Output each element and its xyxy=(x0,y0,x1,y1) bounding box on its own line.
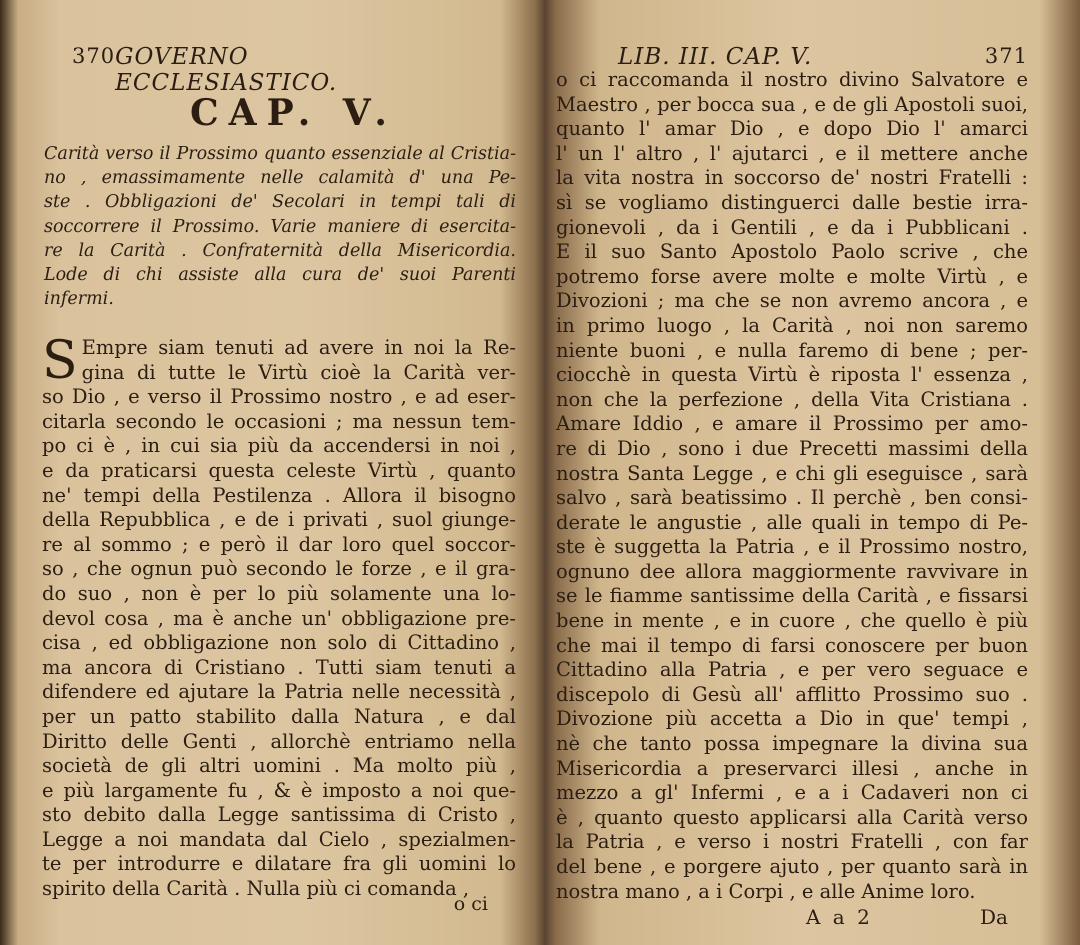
summary-line: no , emassimamente nelle calamità d' una Pe- xyxy=(44,168,516,189)
text-line: società de gli altri uomini . Ma molto più , xyxy=(42,754,516,778)
text-line: Diritto delle Genti , allorchè entriamo nella xyxy=(42,729,516,753)
text-line: Divozione più accetta a Dio in que' tempi , xyxy=(556,707,1028,731)
text-line: Misericordia a preservarci illesi , anche in xyxy=(556,756,1028,780)
text-line: bene in mente , e in cuore , che quello è più xyxy=(556,609,1028,633)
text-line: nostra mano , a i Corpi , e alle Anime loro. xyxy=(556,879,976,903)
chapter-title: CAP. V. xyxy=(190,92,397,134)
text-line: del bene , e porgere ajuto , per quanto sarà in xyxy=(556,855,1028,878)
text-line: re al sommo ; e però il dar loro quel soccor- xyxy=(42,532,516,556)
page-number: 370 xyxy=(72,44,116,68)
summary-line: ste . Obbligazioni de' Secolari in tempi tali di xyxy=(44,192,516,213)
text-line: do suo , non è per lo più solamente una lo- xyxy=(42,581,516,605)
text-line: è , quanto questo applicarsi alla Carità verso xyxy=(556,805,1028,829)
catchword: Da xyxy=(980,905,1008,929)
summary-line: Carità verso il Prossimo quanto essenziale al Cristia- xyxy=(44,144,516,164)
text-line: Empre siam tenuti ad avere in noi la Re- xyxy=(81,336,516,359)
signature-mark: A a 2 xyxy=(806,905,873,929)
text-line: sì se vogliamo distinguerci dalle bestie irra- xyxy=(556,190,1028,214)
text-line: quanto l' amar Dio , e dopo Dio l' amarci xyxy=(556,117,1028,141)
catchword: o ci xyxy=(453,893,488,915)
text-line: della Repubblica , e de i privati , suol giunge- xyxy=(42,508,516,532)
text-line: sto debito dalla Legge santissima di Cristo , xyxy=(42,803,516,827)
text-line: o ci raccomanda il nostro divino Salvatore e xyxy=(556,68,1028,91)
running-title: GOVERNO ECCLESIASTICO. xyxy=(115,44,338,96)
drop-cap: S xyxy=(42,331,78,391)
text-line: gionevoli , da i Gentili , e da i Pubblicani . xyxy=(556,215,1028,239)
text-line: potremo forse avere molte e molte Virtù , e xyxy=(556,264,1028,288)
text-line: cisa , ed obbligazione non solo di Cittadino , xyxy=(42,631,516,655)
right-page xyxy=(548,0,1080,945)
text-line: niente buoni , e nulla faremo di bene ; per- xyxy=(556,338,1028,362)
text-line: la vita nostra in soccorso de' nostri Fratelli : xyxy=(556,166,1028,190)
text-line: Maestro , per bocca sua , e de gli Apostoli suoi, xyxy=(556,92,1028,116)
text-line: so Dio , e verso il Prossimo nostro , e ad eser- xyxy=(42,385,516,409)
text-line: so , che ognun può secondo le forze , e il gra- xyxy=(42,557,516,581)
summary-line: Lode di chi assiste alla cura de' suoi Parenti xyxy=(44,265,516,286)
text-line: se le fiamme santissime della Carità , e fissarsi xyxy=(556,584,1028,608)
text-line: nè che tanto possa impegnare la divina sua xyxy=(556,732,1028,756)
text-line: spirito della Carità . Nulla più ci comanda , xyxy=(42,877,470,901)
text-line: salvo , sarà beatissimo . Il perchè , ben consi- xyxy=(556,486,1028,510)
text-line: discepolo di Gesù all' afflitto Prossimo suo . xyxy=(556,682,1028,706)
text-line: te per introdurre e dilatare fra gli uomini lo xyxy=(42,852,516,876)
text-line: Divozioni ; ma che se non avremo ancora , e xyxy=(556,289,1028,313)
running-title: LIB. III. CAP. V. xyxy=(618,44,813,70)
text-line: in primo luogo , la Carità , noi non saremo xyxy=(556,313,1028,337)
text-line: derate le angustie , alle quali in tempo di Pe- xyxy=(556,510,1028,534)
summary-line: soccorrere il Prossimo. Varie maniere di esercita- xyxy=(44,216,516,237)
text-line: nostra Santa Legge , e chi gli eseguisce , sarà xyxy=(556,461,1028,485)
text-line: e più largamente fu , & è imposto a noi que- xyxy=(42,778,516,802)
text-line: ste è suggetta la Patria , e il Prossimo nostro, xyxy=(556,535,1028,559)
text-line: non che la perfezione , della Vita Cristiana . xyxy=(556,387,1028,411)
text-line: Amare Iddio , e amare il Prossimo per amo- xyxy=(556,412,1028,436)
text-line: devol cosa , ma è anche un' obbligazione pre- xyxy=(42,606,516,630)
text-line: E il suo Santo Apostolo Paolo scrive , che xyxy=(556,240,1028,264)
text-line: difendere ed ajutare la Patria nelle necessità , xyxy=(42,680,516,704)
page-number: 371 xyxy=(984,44,1028,68)
text-line: Legge a noi mandata dal Cielo , spezialmen- xyxy=(42,827,516,851)
summary-line: infermi. xyxy=(44,289,114,310)
text-line: l' un l' altro , l' ajutarci , e il mettere anche xyxy=(556,141,1028,165)
right-header xyxy=(618,44,1028,70)
text-line: gina di tutte le Virtù cioè la Carità ver- xyxy=(81,360,516,384)
text-line: la Patria , e verso i nostri Fratelli , con far xyxy=(556,830,1028,854)
text-line: per un patto stabilito dalla Natura , e dal xyxy=(42,704,516,728)
summary-line: re la Carità . Confraternità della Misericordia. xyxy=(44,240,516,261)
text-line: po ci è , in cui sia più da accendersi in noi , xyxy=(42,434,516,458)
text-line: Cittadino alla Patria , e per vero seguace e xyxy=(556,658,1028,682)
text-line: che mai il tempo di farsi conoscere per buon xyxy=(556,633,1028,657)
text-line: ognuno dee allora maggiormente ravvivare in xyxy=(556,559,1028,583)
text-line: re di Dio , sono i due Precetti massimi della xyxy=(556,436,1028,460)
text-line: citarla secondo le occasioni ; ma nessun tem- xyxy=(42,409,516,433)
left-body-text xyxy=(42,331,516,902)
text-line: e da praticarsi questa celeste Virtù , quanto xyxy=(42,458,516,482)
text-line: ne' tempi della Pestilenza . Allora il bisogno xyxy=(42,483,516,507)
right-body-text xyxy=(556,68,1028,904)
left-header xyxy=(72,44,462,96)
text-line: mezzo a gl' Infermi , e a i Cadaveri non ci xyxy=(556,781,1028,805)
text-line: ciocchè in questa Virtù è riposta l' essenza , xyxy=(556,363,1028,387)
chapter-summary xyxy=(44,142,516,311)
text-line: ma ancora di Cristiano . Tutti siam tenuti a xyxy=(42,655,516,679)
